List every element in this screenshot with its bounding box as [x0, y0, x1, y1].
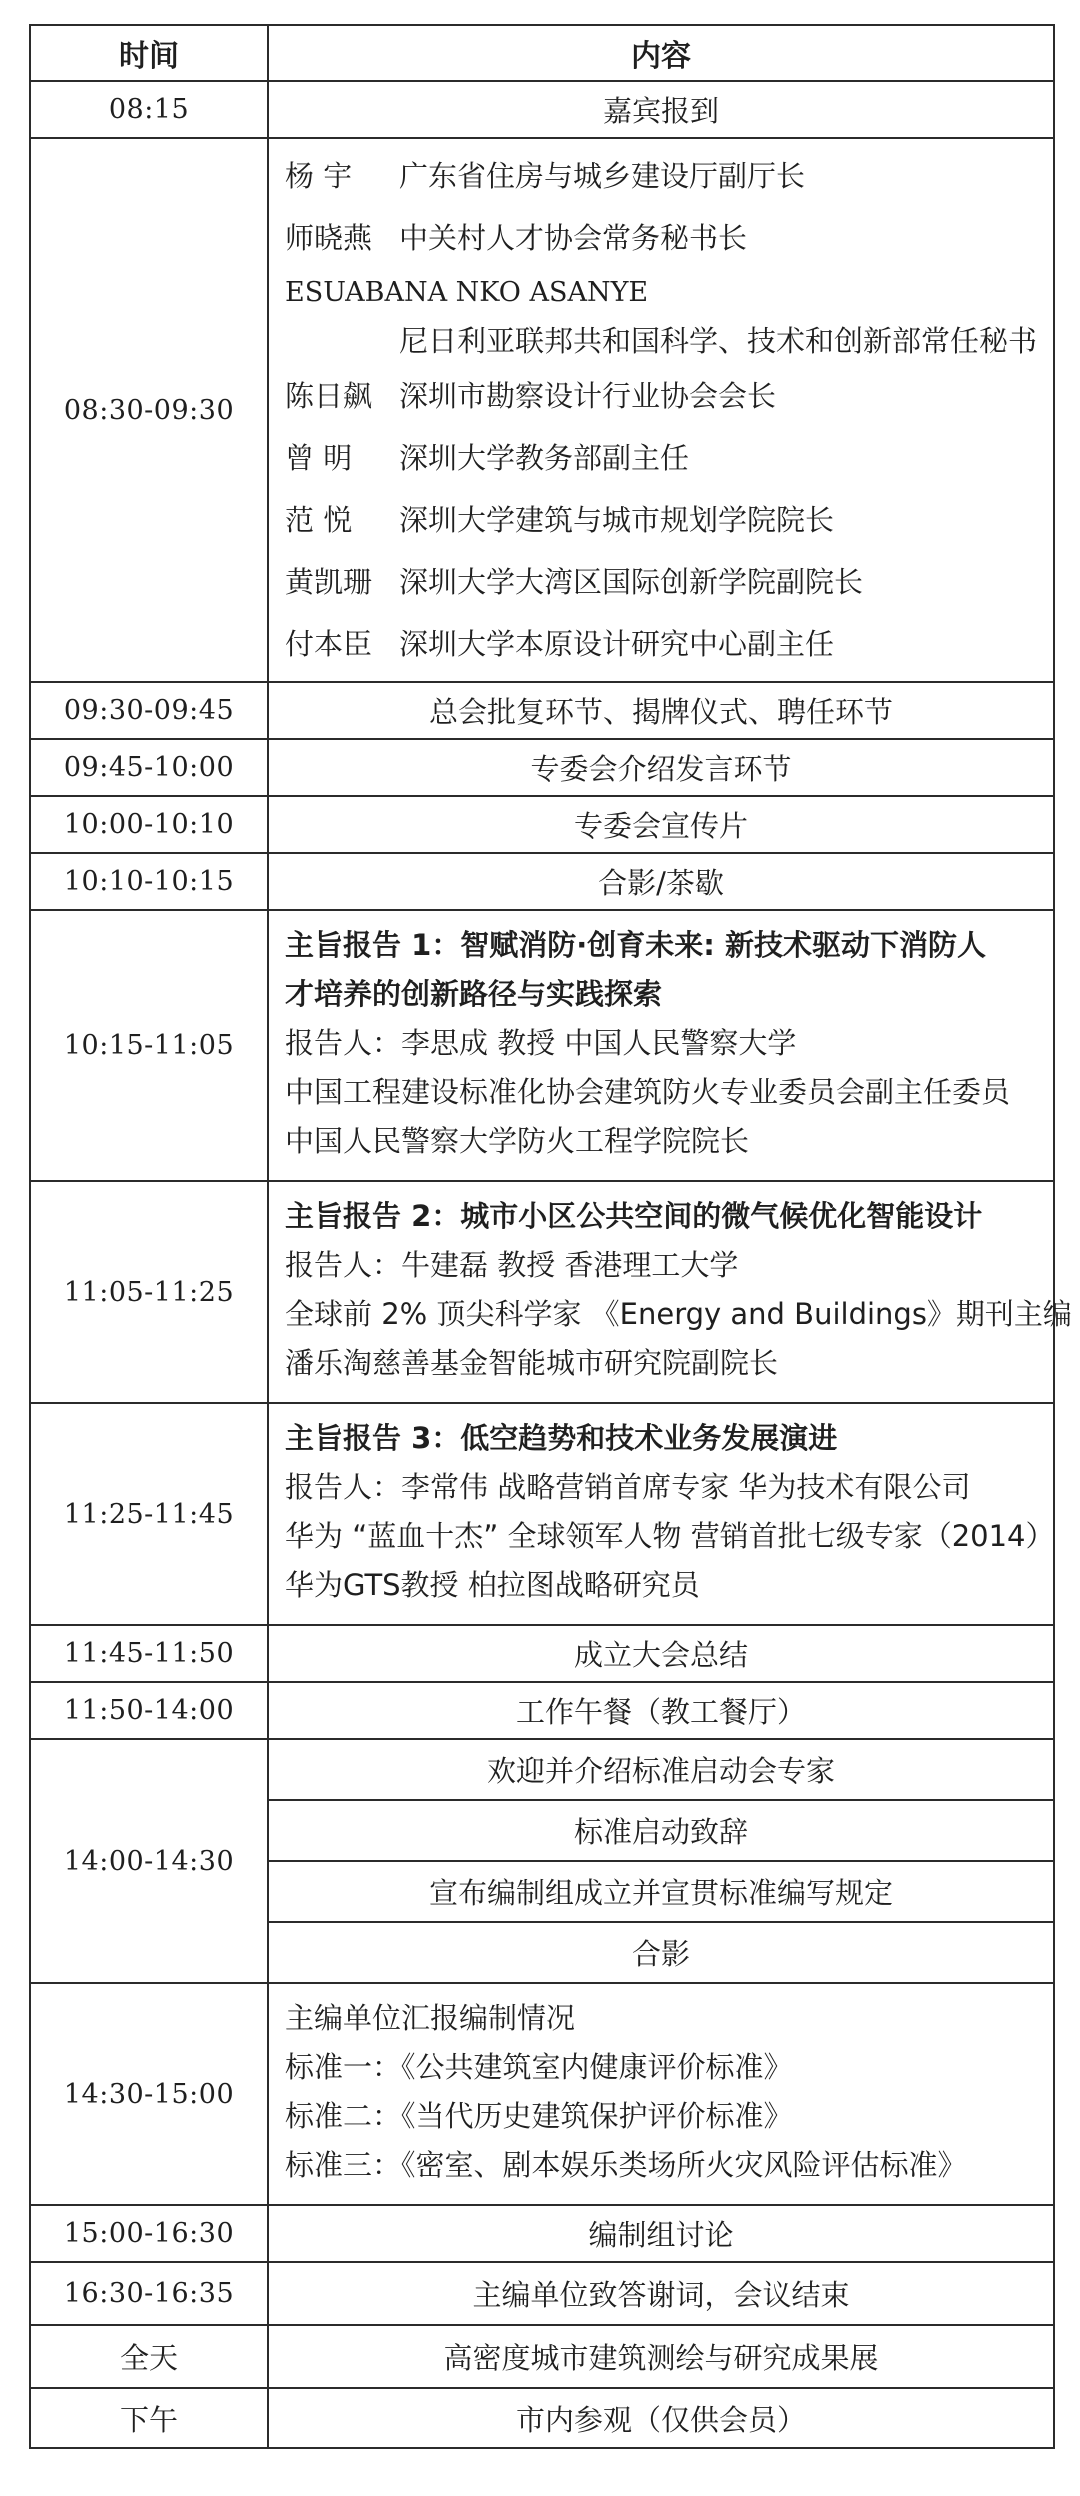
- row-content: 宣布编制组成立并宣贯标准编写规定: [268, 1861, 1054, 1922]
- row-time: 14:30-15:00: [30, 1983, 268, 2205]
- speaker-list: [268, 138, 1054, 682]
- speaker-title: 尼日利亚联邦共和国科学、技术和创新部常任秘书: [399, 324, 1038, 358]
- keynote-title: 主旨报告 2：城市小区公共空间的微气候优化智能设计: [285, 1199, 983, 1233]
- row-time: 14:00-14:30: [30, 1739, 268, 1983]
- table-row: [30, 138, 1054, 682]
- row-time: 11:50-14:00: [30, 1682, 268, 1739]
- speaker-title: 深圳大学建筑与城市规划学院院长: [399, 503, 835, 537]
- keynote-title: 才培养的创新路径与实践探索: [285, 977, 663, 1011]
- row-content: 标准启动致辞: [268, 1800, 1054, 1861]
- row-time: 09:45-10:00: [30, 739, 268, 796]
- keynote-role: 中国人民警察大学防火工程学院院长: [285, 1124, 750, 1158]
- speaker-title: 深圳大学本原设计研究中心副主任: [399, 627, 835, 661]
- row-content: 欢迎并介绍标准启动会专家: [268, 1739, 1054, 1800]
- table-row: [30, 2325, 1054, 2388]
- keynote-role: 全球前 2% 顶尖科学家 《Energy and Buildings》期刊主编: [285, 1297, 1072, 1331]
- keynote-block: [268, 910, 1054, 1181]
- standards-block: [268, 1983, 1054, 2205]
- row-content: 专委会宣传片: [268, 796, 1054, 853]
- table-row: [30, 682, 1054, 739]
- keynote-speaker: 报告人：李常伟 战略营销首席专家 华为技术有限公司: [285, 1470, 971, 1504]
- row-time: 全天: [30, 2325, 268, 2388]
- speaker-line: [285, 207, 1053, 269]
- speaker-line: [285, 489, 1053, 551]
- row-content: 合影: [268, 1922, 1054, 1983]
- row-time: 10:15-11:05: [30, 910, 268, 1181]
- table-row: [30, 1625, 1054, 1682]
- speaker-name: 黄凯珊: [285, 565, 373, 599]
- row-content: 编制组讨论: [268, 2205, 1054, 2262]
- row-content: 专委会介绍发言环节: [268, 739, 1054, 796]
- keynote-block: [268, 1181, 1072, 1403]
- row-time: 16:30-16:35: [30, 2262, 268, 2325]
- row-time: 10:00-10:10: [30, 796, 268, 853]
- header-content: 内容: [268, 25, 1054, 81]
- agenda-table: [29, 24, 1072, 2449]
- table-row: [30, 1181, 1054, 1403]
- row-time: 15:00-16:30: [30, 2205, 268, 2262]
- table-row: [30, 1983, 1054, 2205]
- speaker-title: 深圳大学教务部副主任: [399, 441, 690, 475]
- speaker-line: [285, 551, 1053, 613]
- speaker-name: 师晓燕: [285, 221, 373, 255]
- speaker-title: 广东省住房与城乡建设厅副厅长: [399, 159, 806, 193]
- row-content: 工作午餐（教工餐厅）: [268, 1682, 1054, 1739]
- speaker-line: [285, 427, 1053, 489]
- row-time: 11:05-11:25: [30, 1181, 268, 1403]
- table-row: [30, 81, 1054, 138]
- standards-intro: 主编单位汇报编制情况: [285, 2001, 576, 2035]
- header-time: 时间: [30, 25, 268, 81]
- row-time: 09:30-09:45: [30, 682, 268, 739]
- table-row: [30, 910, 1054, 1181]
- table-row: [30, 1403, 1054, 1625]
- keynote-speaker: 报告人：牛建磊 教授 香港理工大学: [285, 1248, 739, 1282]
- table-header-row: [30, 25, 1054, 81]
- speaker-title: 中关村人才协会常务秘书长: [399, 221, 748, 255]
- row-content: 市内参观（仅供会员）: [268, 2388, 1054, 2448]
- row-content: 合影/茶歇: [268, 853, 1054, 910]
- keynote-role: 中国工程建设标准化协会建筑防火专业委员会副主任委员: [285, 1075, 1011, 1109]
- row-time: 10:10-10:15: [30, 853, 268, 910]
- row-time: 08:30-09:30: [30, 138, 268, 682]
- row-time: 11:45-11:50: [30, 1625, 268, 1682]
- row-time: 08:15: [30, 81, 268, 138]
- table-row: [30, 853, 1054, 910]
- speaker-name: 杨 宇: [285, 159, 353, 193]
- standard-item: 标准一：《公共建筑室内健康评价标准》: [285, 2050, 793, 2084]
- speaker-title: 深圳大学大湾区国际创新学院副院长: [399, 565, 864, 599]
- keynote-title: 主旨报告 1：智赋消防·创育未来: 新技术驱动下消防人: [285, 928, 986, 962]
- row-content: 高密度城市建筑测绘与研究成果展: [268, 2325, 1054, 2388]
- speaker-line: [285, 365, 1053, 427]
- table-row: [30, 739, 1054, 796]
- speaker-line: [285, 145, 1053, 207]
- table-row: [30, 796, 1054, 853]
- speaker-name: 曾 明: [285, 441, 353, 475]
- table-row: [30, 1682, 1054, 1739]
- keynote-role: 潘乐淘慈善基金智能城市研究院副院长: [285, 1346, 779, 1380]
- keynote-role: 华为 “蓝血十杰” 全球领军人物 营销首批七级专家（2014）: [285, 1519, 1055, 1553]
- speaker-name: ESUABANA NKO ASANYE: [285, 277, 649, 308]
- speaker-name: 陈日飙: [285, 379, 373, 413]
- table-row: [30, 2388, 1054, 2448]
- row-content: 主编单位致答谢词，会议结束: [268, 2262, 1054, 2325]
- standard-item: 标准二：《当代历史建筑保护评价标准》: [285, 2099, 793, 2133]
- table-row: [30, 1739, 1054, 1800]
- row-content: 嘉宾报到: [268, 81, 1054, 138]
- row-time: 下午: [30, 2388, 268, 2448]
- speaker-name: 范 悦: [285, 503, 353, 537]
- row-content: 总会批复环节、揭牌仪式、聘任环节: [268, 682, 1054, 739]
- table-row: [30, 2205, 1054, 2262]
- keynote-role: 华为GTS教授 柏拉图战略研究员: [285, 1568, 700, 1602]
- speaker-title: 深圳市勘察设计行业协会会长: [399, 379, 777, 413]
- keynote-speaker: 报告人：李思成 教授 中国人民警察大学: [285, 1026, 797, 1060]
- speaker-name: 付本臣: [285, 627, 373, 661]
- row-content: 成立大会总结: [268, 1625, 1054, 1682]
- row-time: 11:25-11:45: [30, 1403, 268, 1625]
- keynote-title: 主旨报告 3：低空趋势和技术业务发展演进: [285, 1421, 838, 1455]
- standard-item: 标准三：《密室、剧本娱乐类场所火灾风险评估标准》: [285, 2148, 967, 2182]
- keynote-block: [268, 1403, 1054, 1625]
- speaker-line: [285, 613, 1053, 675]
- table-row: [30, 2262, 1054, 2325]
